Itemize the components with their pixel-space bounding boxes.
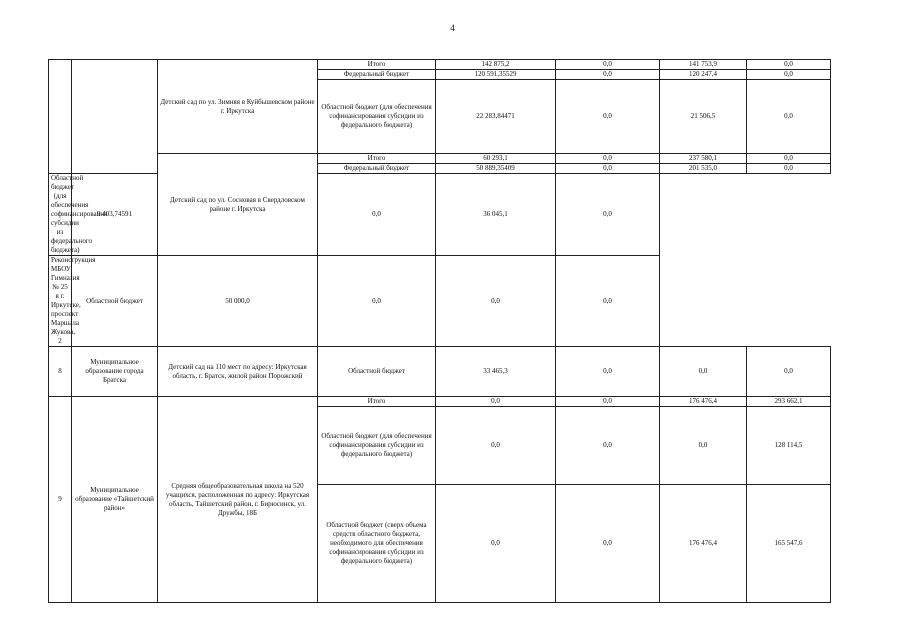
amount-cell-v1: 9 403,74591: [72, 174, 158, 256]
amount-cell-v3: 0,0: [660, 407, 747, 485]
amount-cell-v4: 0,0: [747, 154, 831, 164]
funding-source-cell: Областной бюджет: [72, 256, 158, 347]
amount-cell-v4: 0,0: [747, 347, 831, 397]
amount-cell-v2: 0,0: [318, 174, 436, 256]
object-cell: Детский сад на 110 мест по адресу: Иркутская область, г. Братск, жилой район Порожский: [158, 347, 318, 397]
amount-cell-v1: 33 465,3: [436, 347, 556, 397]
amount-cell-v4: 0,0: [556, 174, 660, 256]
amount-cell-v3: 176 476,4: [660, 485, 747, 603]
row-number-cell: 9: [49, 397, 72, 603]
amount-cell-v4: 0,0: [747, 164, 831, 174]
amount-cell-v2: 0,0: [556, 164, 660, 174]
amount-cell-v1: 0,0: [436, 397, 556, 407]
amount-cell-v1: 22 283,84471: [436, 80, 556, 154]
object-cell: Средняя общеобразовательная школа на 520 учащихся, расположенная по адресу: Иркутская область, Тайшетский район, г. Бирюсинск, ул. Дружбы, 18Б: [158, 397, 318, 603]
funding-source-cell: Федеральный бюджет: [318, 164, 436, 174]
amount-cell-v1: 0,0: [436, 485, 556, 603]
amount-cell-v2: 0,0: [318, 256, 436, 347]
table-row: [49, 256, 831, 347]
amount-cell-v1: 50 889,35409: [436, 164, 556, 174]
amount-cell-v2: 0,0: [556, 60, 660, 70]
amount-cell-v1: 60 293,1: [436, 154, 556, 164]
amount-cell-v4: 0,0: [747, 80, 831, 154]
amount-cell-v3: 176 476,4: [660, 397, 747, 407]
funding-source-cell: Областной бюджет (для обеспечения софинансирования субсидии из федерального бюджета): [318, 80, 436, 154]
funding-source-cell: Областной бюджет (для обеспечения софинансирования субсидии из федерального бюджета): [318, 407, 436, 485]
amount-cell-v3: 0,0: [436, 256, 556, 347]
funding-source-cell: Областной бюджет: [318, 347, 436, 397]
amount-cell-v3: 120 247,4: [660, 70, 747, 80]
funding-source-cell: Итого: [318, 397, 436, 407]
amount-cell-v4: 128 114,5: [747, 407, 831, 485]
amount-cell-v4: 165 547,6: [747, 485, 831, 603]
amount-cell-v2: 0,0: [556, 407, 660, 485]
funding-source-cell: Федеральный бюджет: [318, 70, 436, 80]
municipality-cell: Муниципальное образование «Тайшетский район»: [72, 397, 158, 603]
funding-source-cell: Итого: [318, 60, 436, 70]
table-row: [49, 154, 831, 164]
amount-cell-v4: 0,0: [556, 256, 660, 347]
amount-cell-v4: 293 662,1: [747, 397, 831, 407]
amount-cell-v3: 36 045,1: [436, 174, 556, 256]
amount-cell-v1: 50 000,0: [158, 256, 318, 347]
amount-cell-v1: 142 875,2: [436, 60, 556, 70]
amount-cell-v2: 0,0: [556, 80, 660, 154]
amount-cell-v1: 120 591,35529: [436, 70, 556, 80]
object-cell: Детский сад по ул. Зимняя в Куйбышевском районе г. Иркутска: [158, 60, 318, 154]
funding-source-cell: Итого: [318, 154, 436, 164]
amount-cell-v2: 0,0: [556, 154, 660, 164]
amount-cell-v1: 0,0: [436, 407, 556, 485]
object-cell: Реконструкция МБОУ Гимназия № 25 в г. Иркутске, проспект Маршала Жукова, 2: [49, 256, 72, 347]
amount-cell-v2: 0,0: [556, 347, 660, 397]
amount-cell-v3: 141 753,9: [660, 60, 747, 70]
amount-cell-v4: 0,0: [747, 60, 831, 70]
amount-cell-v2: 0,0: [556, 70, 660, 80]
municipality-cell: [72, 60, 158, 174]
amount-cell-v3: 201 535,0: [660, 164, 747, 174]
municipality-cell: Муниципальное образование города Братска: [72, 347, 158, 397]
funding-source-cell: Областной бюджет (сверх объема средств областного бюджета, необходимого для обеспечения софинансирования субсидии из федерального бюджета): [318, 485, 436, 603]
table-row: [49, 60, 831, 70]
amount-cell-v2: 0,0: [556, 485, 660, 603]
amount-cell-v3: 237 580,1: [660, 154, 747, 164]
funding-source-cell: Областной бюджет (для обеспечения софинансирования субсидии из федерального бюджета): [49, 174, 72, 256]
table-row: [49, 397, 831, 407]
amount-cell-v2: 0,0: [556, 397, 660, 407]
budget-table: [48, 59, 831, 603]
row-number-cell: [49, 60, 72, 174]
amount-cell-v4: 0,0: [747, 70, 831, 80]
amount-cell-v3: 21 506,5: [660, 80, 747, 154]
row-number-cell: 8: [49, 347, 72, 397]
page-number: 4: [450, 23, 455, 33]
table-row: [49, 347, 831, 397]
amount-cell-v3: 0,0: [660, 347, 747, 397]
object-cell: Детский сад по ул. Сосновая в Свердловском районе г. Иркутска: [158, 154, 318, 256]
